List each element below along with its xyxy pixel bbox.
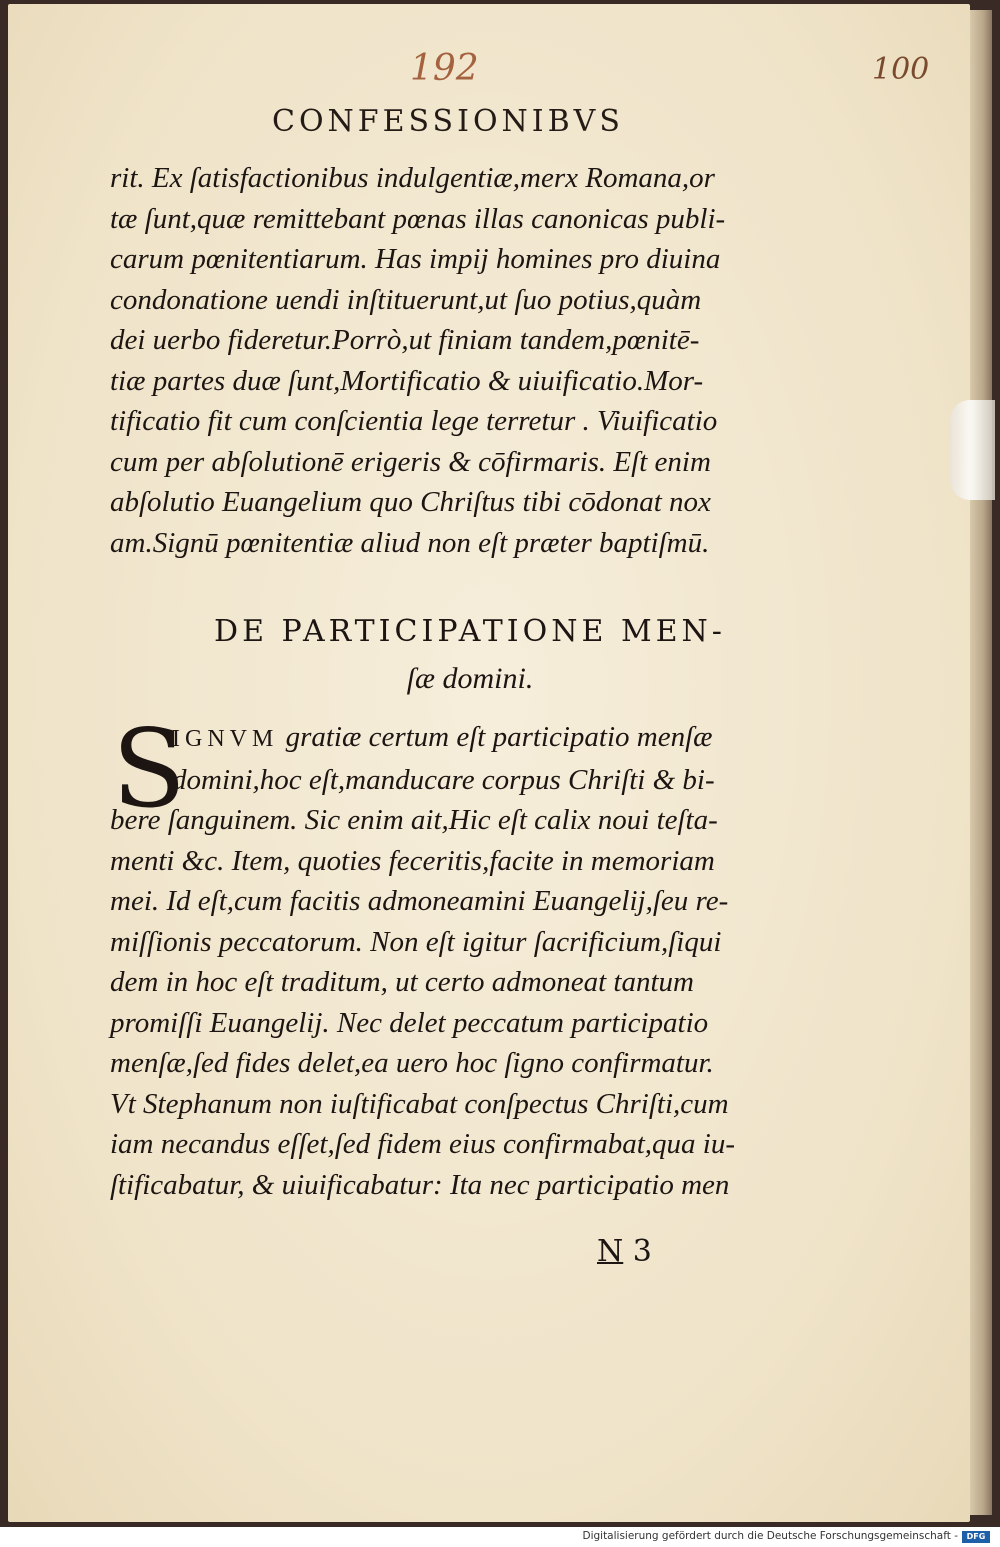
text-line: bere ſanguinem. Sic enim ait,Hic eſt calix noui teſta- xyxy=(110,804,718,836)
drop-cap-initial: S xyxy=(112,707,186,832)
paragraph-penitence xyxy=(110,158,725,563)
text-line: ſtificabatur, & uiuificabatur: Ita nec participatio men xyxy=(110,1168,730,1201)
signature-letter: N xyxy=(597,1234,624,1269)
text-line: tiæ partes duæ ſunt,Mortificatio & uiuificatio.Mor- xyxy=(110,364,704,397)
text-line-second: domini,hoc eſt,manducare corpus Chriſti & bi- xyxy=(172,763,715,796)
text-line: rit. Ex ſatisfactionibus indulgentiæ,merx Romana,or xyxy=(110,162,715,194)
text-line: Vt Stephanum non iuſtificabat conſpectus Chriſti,cum xyxy=(110,1087,729,1120)
text-line: mei. Id eſt,cum facitis admoneamini Euangelij,ſeu re- xyxy=(110,885,729,917)
running-head: CONFESSIONIBVS xyxy=(272,104,624,139)
ink-folio-number: 100 xyxy=(872,52,930,87)
dfg-logo: DFG xyxy=(962,1531,990,1543)
text-line: condonatione uendi inſtituerunt,ut ſuo potius,quàm xyxy=(110,283,702,316)
paragraph-lords-supper xyxy=(110,707,736,1205)
section-heading: DE PARTICIPATIONE MEN- xyxy=(214,614,726,649)
text-line: promiſſi Euangelij. Nec delet peccatum participatio xyxy=(110,1006,709,1039)
signature-number: 3 xyxy=(632,1234,652,1269)
small-caps-opening: IGNVM xyxy=(172,726,279,752)
first-line-text: gratiæ certum eſt participatio menſæ xyxy=(278,721,713,753)
page-edges xyxy=(970,10,992,1515)
text-line: dei uerbo fideretur.Porrò,ut finiam tandem,pœnitē- xyxy=(110,324,700,356)
text-line: iam necandus eſſet,ſed fidem eius confirmabat,qua iu- xyxy=(110,1128,736,1160)
text-line: dem in hoc eſt traditum, ut certo admoneat tantum xyxy=(110,966,694,998)
text-line: tæ ſunt,quæ remittebant pœnas illas canonicas publi- xyxy=(110,202,726,235)
signature-mark xyxy=(597,1234,652,1269)
pencil-folio-number: 192 xyxy=(410,48,479,89)
text-line: menti &c. Item, quoties feceritis,facite in memoriam xyxy=(110,844,715,877)
text-line: carum pœnitentiarum. Has impij homines pro diuina xyxy=(110,243,721,275)
text-line: cum per abſolutionē erigeris & cōfirmaris. Eſt enim xyxy=(110,445,711,478)
text-line: am.Signū pœnitentiæ aliud non eſt præter baptiſmū. xyxy=(110,526,710,559)
page-clip xyxy=(950,400,995,500)
funding-credit: Digitalisierung gefördert durch die Deutsche Forschungsgemeinschaft - xyxy=(582,1530,958,1542)
text-line: menſæ,ſed fides delet,ea uero hoc ſigno confirmatur. xyxy=(110,1047,714,1079)
text-line: abſolutio Euangelium quo Chriſtus tibi cōdonat nox xyxy=(110,486,711,518)
text-line-first xyxy=(110,717,735,760)
text-line: miſſionis peccatorum. Non eſt igitur ſacrificium,ſiqui xyxy=(110,925,722,958)
section-heading-continued: ſæ domini. xyxy=(406,662,534,695)
text-line: tificatio fit cum conſcientia lege terretur . Viuificatio xyxy=(110,405,718,437)
